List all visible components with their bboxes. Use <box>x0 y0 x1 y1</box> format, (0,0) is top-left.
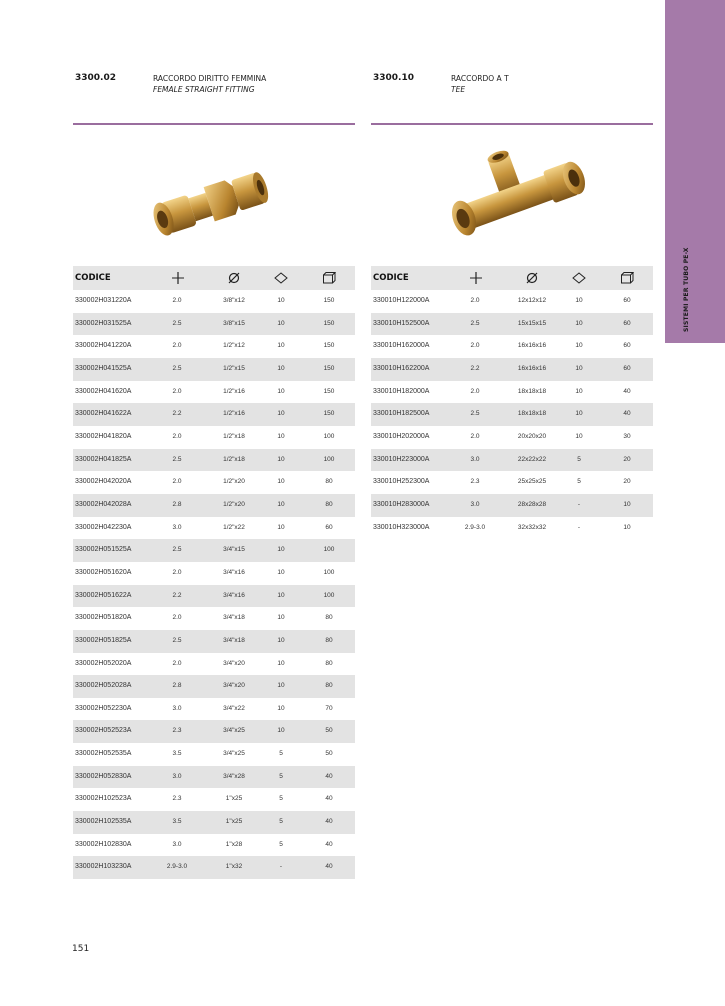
size-value: 3/4"x15 <box>223 546 245 554</box>
product-code: 330002H041622A <box>75 410 132 418</box>
table-row <box>73 381 355 404</box>
package-qty: 10 <box>575 432 583 440</box>
section-title <box>451 73 509 95</box>
size-value: 3/4"x18 <box>223 636 245 644</box>
thickness-value: 2.2 <box>172 410 182 418</box>
box-qty: 150 <box>323 297 335 304</box>
table-row <box>73 313 355 336</box>
package-qty: 10 <box>277 682 285 690</box>
table-row <box>73 426 355 449</box>
size-value: 25x25x25 <box>517 478 547 486</box>
section-title-it: RACCORDO DIRITTO FEMMINA <box>153 74 267 83</box>
box-qty: 20 <box>623 478 631 486</box>
box-qty: 80 <box>325 500 333 508</box>
box-qty: 150 <box>323 342 335 350</box>
product-code: 330002H103230A <box>75 863 132 871</box>
box-qty: 80 <box>325 682 333 690</box>
package-qty: 10 <box>575 387 583 395</box>
box-qty: 100 <box>323 546 335 554</box>
box-qty: 40 <box>325 840 333 848</box>
thickness-value: 3.0 <box>172 523 182 531</box>
size-value: 1/2"x16 <box>223 387 245 395</box>
box-qty: 50 <box>325 727 333 735</box>
package-qty: 10 <box>575 319 583 327</box>
box-qty: 30 <box>623 432 631 440</box>
package-qty: - <box>577 523 581 531</box>
package-qty: 5 <box>279 818 283 826</box>
header-code-label: CODICE <box>373 273 409 283</box>
table-row <box>73 675 355 698</box>
product-table <box>371 290 653 539</box>
box-qty: 80 <box>325 636 333 644</box>
size-value: 16x16x16 <box>517 342 547 350</box>
thickness-value: 2.0 <box>470 432 480 440</box>
thickness-value: 2.2 <box>470 364 480 372</box>
package-qty: 10 <box>575 364 583 372</box>
size-value: 1"x25 <box>225 795 243 803</box>
product-code: 330010H162200A <box>373 364 430 372</box>
side-category-label: SISTEMI PER TUBO PE-X <box>683 247 690 332</box>
diameter-icon <box>525 271 539 285</box>
table-row <box>73 698 355 721</box>
thickness-value: 2.0 <box>172 432 182 440</box>
box-qty: 100 <box>323 568 335 576</box>
thickness-icon <box>469 271 483 285</box>
package-qty: 5 <box>577 455 581 463</box>
table-row <box>73 788 355 811</box>
size-value: 32x32x32 <box>517 523 547 531</box>
product-code: 330002H051622A <box>75 591 132 599</box>
product-code: 330002H042028A <box>75 500 132 508</box>
box-qty: 100 <box>323 591 335 599</box>
table-row <box>73 720 355 743</box>
thickness-value: 3.5 <box>172 750 182 758</box>
product-code: 330002H031220A <box>75 297 132 304</box>
package-icon <box>274 271 288 285</box>
package-qty: - <box>279 863 283 871</box>
thickness-value: 2.3 <box>172 727 182 735</box>
size-value: 1"x25 <box>225 818 243 826</box>
thickness-value: 2.8 <box>172 682 182 690</box>
package-qty: 10 <box>575 410 583 418</box>
product-code: 330002H051820A <box>75 614 132 622</box>
product-code: 330002H031525A <box>75 319 132 327</box>
table-row <box>73 471 355 494</box>
size-value: 3/4"x20 <box>223 682 245 690</box>
box-qty: 150 <box>323 319 335 327</box>
size-value: 1"x32 <box>225 863 243 871</box>
thickness-value: 2.0 <box>172 387 182 395</box>
thickness-value: 2.5 <box>172 546 182 554</box>
table-row <box>73 585 355 608</box>
thickness-value: 2.5 <box>470 410 480 418</box>
size-value: 3/4"x18 <box>223 614 245 622</box>
table-row <box>73 766 355 789</box>
box-qty: 60 <box>623 364 631 372</box>
size-value: 16x16x16 <box>517 364 547 372</box>
section-divider <box>371 123 653 125</box>
package-qty: 5 <box>577 478 581 486</box>
size-value: 3/4"x16 <box>223 591 245 599</box>
female-straight-fitting-photo <box>113 133 313 261</box>
thickness-value: 2.2 <box>172 591 182 599</box>
box-qty: 40 <box>325 795 333 803</box>
box-qty: 40 <box>623 387 631 395</box>
box-qty: 40 <box>325 772 333 780</box>
box-qty: 40 <box>623 410 631 418</box>
side-category-tab <box>665 0 725 343</box>
table-row <box>371 517 653 540</box>
product-code: 330002H102523A <box>75 795 132 803</box>
table-row <box>73 290 355 313</box>
thickness-value: 3.0 <box>470 500 480 508</box>
table-row <box>73 811 355 834</box>
size-value: 1/2"x16 <box>223 410 245 418</box>
thickness-value: 2.0 <box>172 568 182 576</box>
product-code: 330002H051825A <box>75 636 132 644</box>
table-row <box>371 290 653 313</box>
table-row <box>73 630 355 653</box>
table-row <box>73 856 355 879</box>
box-qty: 10 <box>623 523 631 531</box>
thickness-value: 3.5 <box>172 818 182 826</box>
package-qty: 5 <box>279 750 283 758</box>
box-icon <box>620 271 634 285</box>
thickness-value: 2.9-3.0 <box>464 523 486 531</box>
package-qty: 10 <box>277 546 285 554</box>
thickness-value: 2.0 <box>470 387 480 395</box>
page-number: 151 <box>72 944 90 954</box>
section-title-en: TEE <box>451 85 466 94</box>
size-value: 1/2"x18 <box>223 455 245 463</box>
product-table <box>73 290 355 879</box>
header-code-label: CODICE <box>75 273 111 283</box>
package-qty: 10 <box>277 659 285 667</box>
section-code: 3300.02 <box>75 73 116 83</box>
table-row <box>371 403 653 426</box>
box-qty: 150 <box>323 387 335 395</box>
table-row <box>73 449 355 472</box>
size-value: 3/8"x15 <box>223 319 245 327</box>
size-value: 1/2"x20 <box>223 478 245 486</box>
size-value: 1/2"x20 <box>223 500 245 508</box>
size-value: 20x20x20 <box>517 432 547 440</box>
thickness-value: 2.3 <box>172 795 182 803</box>
product-code: 330002H102830A <box>75 840 132 848</box>
package-qty: 10 <box>277 523 285 531</box>
package-qty: 10 <box>277 636 285 644</box>
tee-fitting-photo <box>411 133 611 261</box>
package-qty: 10 <box>277 319 285 327</box>
table-row <box>73 403 355 426</box>
thickness-value: 2.5 <box>172 455 182 463</box>
product-code: 330002H051620A <box>75 568 132 576</box>
product-code: 330002H042020A <box>75 478 132 486</box>
table-row <box>73 517 355 540</box>
package-qty: 10 <box>277 297 285 304</box>
table-row <box>73 562 355 585</box>
product-code: 330002H052230A <box>75 704 132 712</box>
box-qty: 10 <box>623 500 631 508</box>
box-qty: 40 <box>325 863 333 871</box>
section-divider <box>73 123 355 125</box>
thickness-value: 2.0 <box>470 297 480 304</box>
package-qty: 10 <box>277 478 285 486</box>
product-code: 330010H252300A <box>373 478 430 486</box>
package-qty: 10 <box>277 614 285 622</box>
thickness-value: 2.0 <box>172 342 182 350</box>
table-row <box>73 539 355 562</box>
size-value: 1/2"x18 <box>223 432 245 440</box>
thickness-value: 2.5 <box>172 636 182 644</box>
table-row <box>73 834 355 857</box>
package-qty: 10 <box>277 364 285 372</box>
size-value: 28x28x28 <box>517 500 547 508</box>
box-qty: 150 <box>323 364 335 372</box>
size-value: 3/4"x20 <box>223 659 245 667</box>
thickness-value: 2.0 <box>172 297 182 304</box>
thickness-value: 2.3 <box>470 478 480 486</box>
box-qty: 80 <box>325 614 333 622</box>
table-row <box>371 381 653 404</box>
thickness-value: 3.0 <box>172 840 182 848</box>
product-code: 330002H041825A <box>75 455 132 463</box>
package-qty: 10 <box>277 410 285 418</box>
table-row <box>73 607 355 630</box>
package-qty: 10 <box>277 432 285 440</box>
size-value: 3/8"x12 <box>223 297 245 304</box>
package-qty: 10 <box>277 591 285 599</box>
size-value: 1/2"x12 <box>223 342 245 350</box>
diameter-icon <box>227 271 241 285</box>
thickness-value: 2.8 <box>172 500 182 508</box>
box-qty: 40 <box>325 818 333 826</box>
table-row <box>371 358 653 381</box>
package-qty: - <box>577 500 581 508</box>
product-code: 330010H283000A <box>373 500 430 508</box>
size-value: 1/2"x22 <box>223 523 245 531</box>
package-qty: 10 <box>277 342 285 350</box>
box-qty: 50 <box>325 750 333 758</box>
product-code: 330010H323000A <box>373 523 430 531</box>
package-qty: 5 <box>279 840 283 848</box>
package-qty: 10 <box>277 568 285 576</box>
product-code: 330002H052830A <box>75 772 132 780</box>
table-row <box>371 426 653 449</box>
product-code: 330002H041620A <box>75 387 132 395</box>
box-qty: 80 <box>325 478 333 486</box>
thickness-icon <box>171 271 185 285</box>
product-code: 330010H152500A <box>373 319 430 327</box>
size-value: 3/4"x25 <box>223 750 245 758</box>
thickness-value: 2.0 <box>172 614 182 622</box>
size-value: 3/4"x28 <box>223 772 245 780</box>
size-value: 18x18x18 <box>517 387 547 395</box>
box-qty: 70 <box>325 704 333 712</box>
size-value: 12x12x12 <box>517 297 547 304</box>
table-header <box>371 266 653 290</box>
thickness-value: 3.0 <box>470 455 480 463</box>
size-value: 18x18x18 <box>517 410 547 418</box>
table-row <box>73 335 355 358</box>
thickness-value: 2.0 <box>172 659 182 667</box>
box-qty: 100 <box>323 432 335 440</box>
box-icon <box>322 271 336 285</box>
size-value: 1/2"x15 <box>223 364 245 372</box>
section-title <box>153 73 266 95</box>
table-row <box>73 743 355 766</box>
package-qty: 10 <box>575 342 583 350</box>
product-code: 330002H041220A <box>75 342 132 350</box>
thickness-value: 2.5 <box>172 364 182 372</box>
product-code: 330002H052020A <box>75 659 132 667</box>
size-value: 1"x28 <box>225 840 243 848</box>
size-value: 3/4"x25 <box>223 727 245 735</box>
product-code: 330002H051525A <box>75 546 132 554</box>
product-code: 330010H182500A <box>373 410 430 418</box>
table-row <box>371 335 653 358</box>
table-row <box>73 358 355 381</box>
table-row <box>371 494 653 517</box>
table-header <box>73 266 355 290</box>
size-value: 15x15x15 <box>517 319 547 327</box>
package-qty: 10 <box>277 704 285 712</box>
package-qty: 10 <box>277 727 285 735</box>
product-code: 330010H202000A <box>373 432 430 440</box>
package-qty: 10 <box>277 455 285 463</box>
table-row <box>371 471 653 494</box>
box-qty: 150 <box>323 410 335 418</box>
box-qty: 100 <box>323 455 335 463</box>
box-qty: 60 <box>623 342 631 350</box>
package-qty: 10 <box>277 500 285 508</box>
product-code: 330010H223000A <box>373 455 430 463</box>
product-code: 330002H102535A <box>75 818 132 826</box>
box-qty: 60 <box>623 297 631 304</box>
thickness-value: 2.9-3.0 <box>166 863 188 871</box>
product-code: 330010H122000A <box>373 297 430 304</box>
package-qty: 10 <box>575 297 583 304</box>
product-code: 330010H162000A <box>373 342 430 350</box>
product-code: 330002H052535A <box>75 750 132 758</box>
size-value: 22x22x22 <box>517 455 547 463</box>
thickness-value: 3.0 <box>172 772 182 780</box>
thickness-value: 2.5 <box>470 319 480 327</box>
box-qty: 60 <box>325 523 333 531</box>
thickness-value: 3.0 <box>172 704 182 712</box>
table-row <box>73 653 355 676</box>
thickness-value: 2.5 <box>172 319 182 327</box>
product-code: 330002H052028A <box>75 682 132 690</box>
box-qty: 60 <box>623 319 631 327</box>
product-code: 330002H041820A <box>75 432 132 440</box>
package-qty: 5 <box>279 772 283 780</box>
section-code: 3300.10 <box>373 73 414 83</box>
table-row <box>371 313 653 336</box>
box-qty: 80 <box>325 659 333 667</box>
size-value: 3/4"x16 <box>223 568 245 576</box>
product-code: 330002H042230A <box>75 523 132 531</box>
product-code: 330010H182000A <box>373 387 430 395</box>
thickness-value: 2.0 <box>172 478 182 486</box>
product-code: 330002H041525A <box>75 364 132 372</box>
thickness-value: 2.0 <box>470 342 480 350</box>
box-qty: 20 <box>623 455 631 463</box>
package-qty: 10 <box>277 387 285 395</box>
package-qty: 5 <box>279 795 283 803</box>
section-title-en: FEMALE STRAIGHT FITTING <box>153 85 255 94</box>
section-title-it: RACCORDO A T <box>451 74 509 83</box>
table-row <box>73 494 355 517</box>
table-row <box>371 449 653 472</box>
product-code: 330002H052523A <box>75 727 132 735</box>
size-value: 3/4"x22 <box>223 704 245 712</box>
package-icon <box>572 271 586 285</box>
